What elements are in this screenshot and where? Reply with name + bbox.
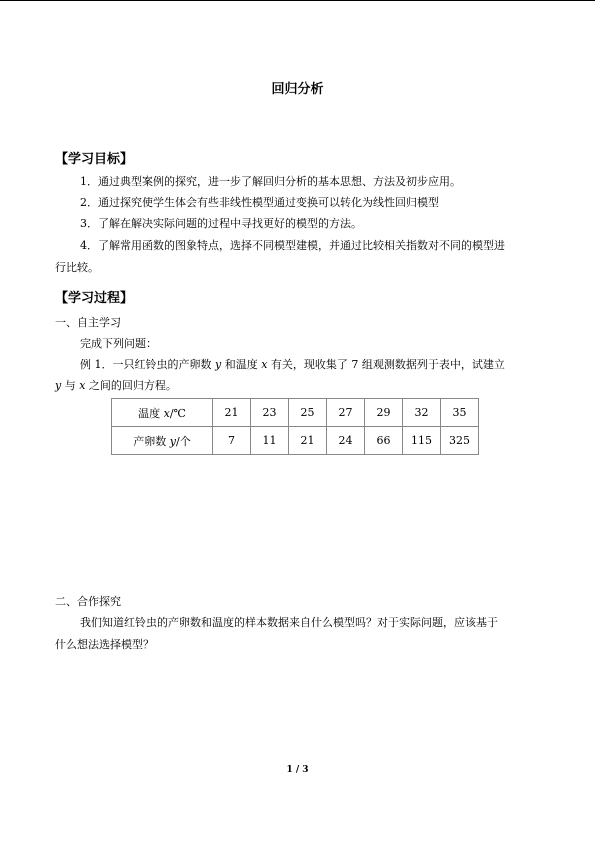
page-number: 1 / 3: [286, 765, 309, 775]
goal-item-4: 4．了解常用函数的图象特点，选择不同模型建模，并通过比较相关指数对不同的模型进: [80, 239, 505, 252]
table-cell: 7: [213, 427, 251, 455]
row-label-egg-count: 产卵数 y/个: [112, 427, 213, 455]
table-cell: 27: [327, 399, 365, 427]
table-row-egg-count: [112, 427, 479, 455]
table-cell: 25: [289, 399, 327, 427]
example-text-1: 一只红铃虫的产卵数: [112, 358, 215, 371]
table-cell: 21: [213, 399, 251, 427]
part1-title: 一、自主学习: [55, 316, 121, 329]
variable-x: x: [79, 379, 86, 392]
page-top-rule: [0, 0, 595, 1]
goal-item-3: 3．了解在解决实际问题的过程中寻找更好的模型的方法。: [80, 217, 362, 230]
part2-line-1: 我们知道红铃虫的产卵数和温度的样本数据来自什么模型吗？对于实际问题，应该基于: [80, 616, 498, 629]
table-cell: 29: [365, 399, 403, 427]
example-label: 例 1．: [80, 358, 113, 371]
variable-y: y: [215, 358, 222, 371]
observation-table: [111, 398, 479, 455]
goal-item-4-continued: 行比较。: [55, 261, 99, 274]
example-1-line-2: [55, 379, 177, 393]
table-cell: 66: [365, 427, 403, 455]
table-cell: 32: [403, 399, 441, 427]
example-1-line-1: [80, 358, 505, 372]
goals-heading: 【学习目标】: [55, 152, 134, 167]
table-cell: 35: [441, 399, 479, 427]
page-title: 回归分析: [271, 82, 324, 97]
part2-line-2: 什么想法选择模型？: [55, 638, 154, 651]
table-cell: 23: [251, 399, 289, 427]
row-label-temperature: 温度 x/℃: [112, 399, 213, 427]
part2-title: 二、合作探究: [55, 595, 121, 608]
part1-intro: 完成下列问题：: [80, 337, 157, 350]
example-text-3: 有关，现收集了 7 组观测数据列于表中，试建立: [267, 358, 505, 371]
example-text-4: 与: [61, 379, 80, 392]
example-text-2: 和温度: [221, 358, 262, 371]
table-cell: 115: [403, 427, 441, 455]
process-heading: 【学习过程】: [55, 291, 134, 306]
table-cell: 24: [327, 427, 365, 455]
variable-x: x: [261, 358, 268, 371]
example-text-5: 之间的回归方程。: [85, 379, 177, 392]
table-row-temperature: [112, 399, 479, 427]
goal-item-1: 1．通过典型案例的探究，进一步了解回归分析的基本思想、方法及初步应用。: [80, 175, 461, 188]
variable-y: y: [55, 379, 62, 392]
table-cell: 325: [441, 427, 479, 455]
table-cell: 21: [289, 427, 327, 455]
table-cell: 11: [251, 427, 289, 455]
goal-item-2: 2．通过探究使学生体会有些非线性模型通过变换可以转化为线性回归模型: [80, 196, 439, 209]
